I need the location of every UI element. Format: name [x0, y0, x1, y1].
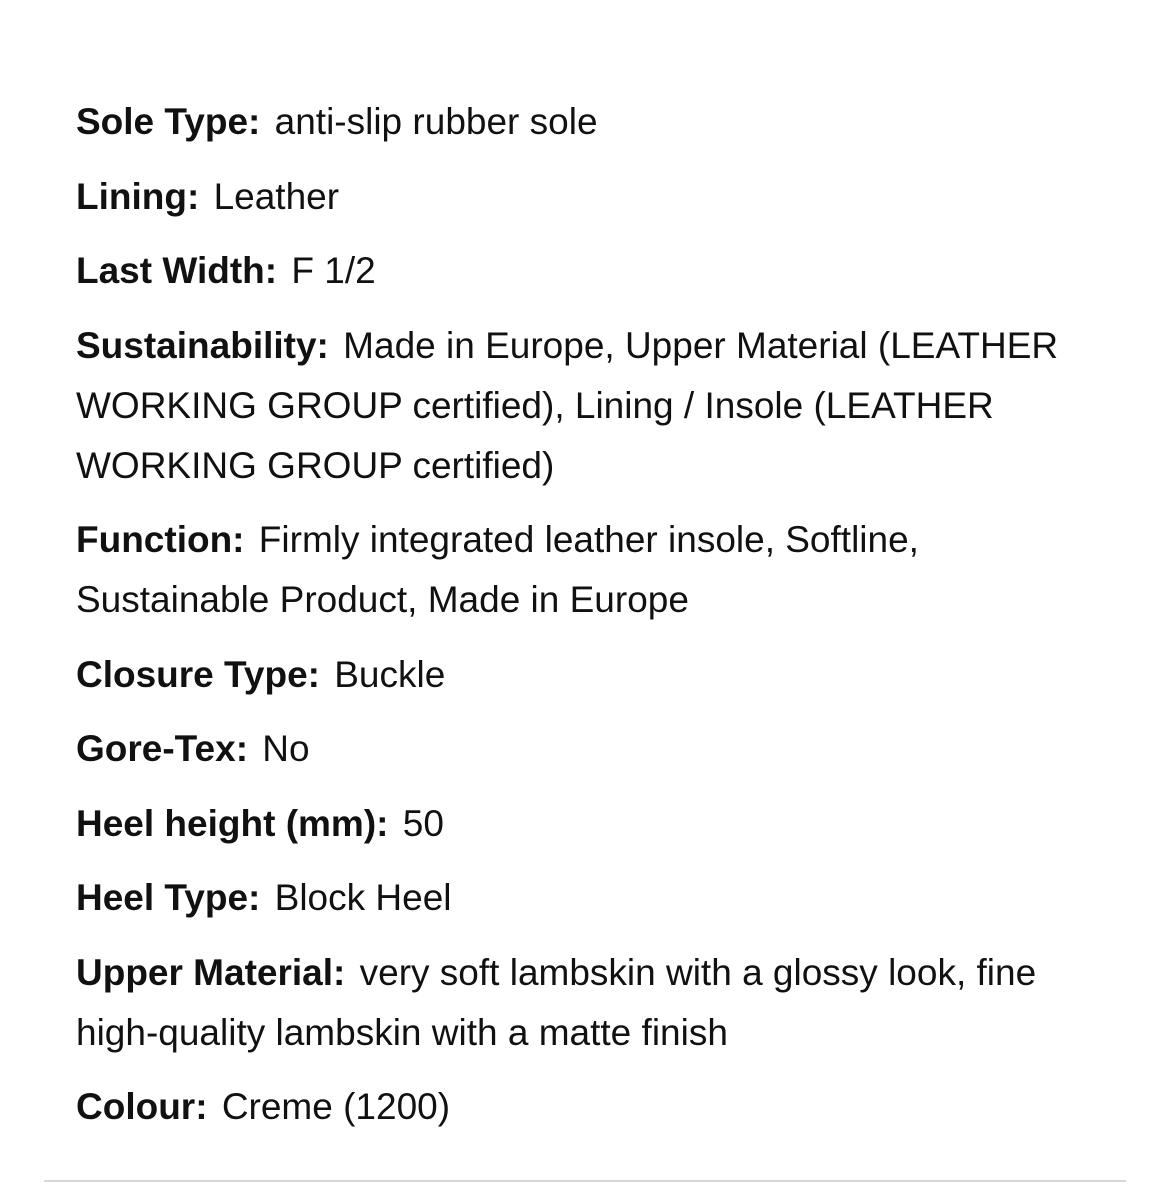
spec-value: Creme (1200) [221, 1086, 451, 1127]
section-divider [44, 1180, 1126, 1182]
spec-value: Block Heel [274, 877, 452, 918]
spec-value: very soft lambskin with a glossy look, fine high-quality lambskin with a matte finish [76, 951, 1037, 1053]
spec-colour [76, 1077, 1116, 1137]
spec-label: Heel height (mm): [76, 802, 389, 844]
spec-label: Sustainability: [76, 324, 329, 366]
spec-label: Lining: [76, 175, 200, 217]
spec-value: Leather [213, 175, 340, 217]
spec-lining [76, 167, 1116, 227]
spec-value: Buckle [334, 653, 446, 695]
spec-label: Sole Type: [76, 101, 261, 142]
spec-last-width [76, 241, 1116, 301]
product-specifications-list [76, 92, 1116, 1152]
spec-label: Function: [76, 519, 245, 560]
spec-label: Heel Type: [76, 877, 261, 918]
spec-value: Firmly integrated leather insole, Softline, Sustainable Product, Made in Europe [76, 519, 919, 620]
spec-label: Closure Type: [76, 653, 320, 695]
spec-heel-type [76, 868, 1116, 928]
spec-sole-type [76, 92, 1116, 152]
spec-value: No [262, 728, 310, 769]
spec-label: Colour: [76, 1086, 208, 1127]
spec-label: Last Width: [76, 250, 278, 291]
spec-label: Upper Material: [76, 951, 346, 993]
spec-sustainability [76, 316, 1116, 496]
spec-heel-height [76, 794, 1116, 854]
spec-gore-tex [76, 719, 1116, 779]
spec-value: anti-slip rubber sole [274, 101, 598, 142]
spec-value: 50 [402, 802, 444, 844]
spec-value: Made in Europe, Upper Material (LEATHER WORKING GROUP certified), Lining / Insole (LEATHER WORKING GROUP certified) [76, 324, 1059, 486]
spec-function [76, 510, 1116, 630]
spec-closure-type [76, 645, 1116, 705]
spec-label: Gore-Tex: [76, 728, 249, 769]
spec-upper-material [76, 943, 1116, 1063]
spec-value: F 1/2 [291, 250, 376, 291]
